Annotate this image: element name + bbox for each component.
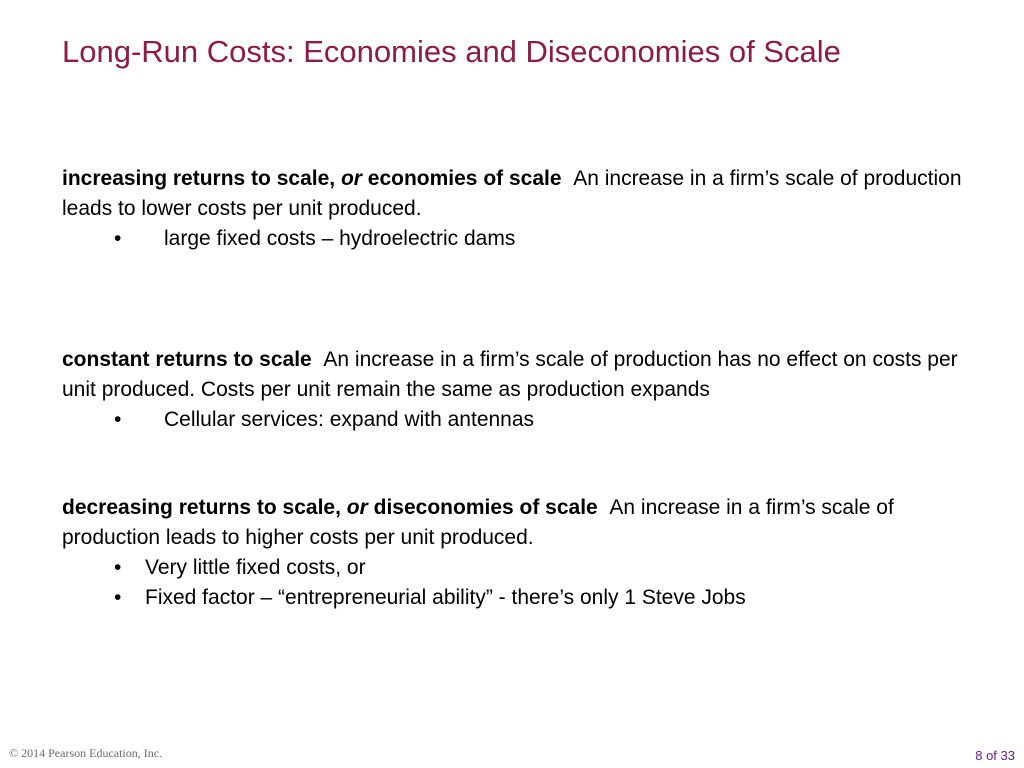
term-label: constant returns to scale (62, 348, 312, 371)
bullet-icon: • (114, 586, 122, 609)
bullet-list (62, 224, 962, 254)
list-item (62, 224, 962, 254)
section-decreasing-returns (62, 493, 962, 613)
list-item-text: Cellular services: expand with antennas (164, 408, 535, 431)
section-increasing-returns (62, 164, 962, 254)
term-label: decreasing returns to scale, (62, 496, 347, 519)
bullet-icon: • (114, 556, 122, 579)
definition-paragraph (62, 345, 962, 405)
list-item-text: large fixed costs – hydroelectric dams (164, 227, 516, 250)
term-or: or (340, 167, 362, 190)
bullet-icon: • (114, 408, 122, 431)
copyright-notice: © 2014 Pearson Education, Inc. (9, 746, 163, 760)
term-label: increasing returns to scale, (62, 167, 341, 190)
bullet-icon: • (114, 227, 122, 250)
definition-text: An increase in a firm’s scale of production leads to higher costs per unit produced. (62, 496, 894, 549)
list-item-text: Fixed factor – “entrepreneurial ability” - there’s only 1 Steve Jobs (145, 586, 746, 609)
list-item (62, 553, 962, 583)
slide-title: Long-Run Costs: Economies and Diseconomies of Scale (62, 34, 841, 69)
bullet-list (62, 553, 962, 613)
list-item-text: Very little fixed costs, or (145, 556, 366, 579)
definition-paragraph (62, 493, 962, 553)
definition-paragraph (62, 164, 962, 224)
definition-text: An increase in a firm’s scale of production has no effect on costs per unit produced. Costs per unit remain the same as production expands (62, 348, 958, 401)
term-label: economies of scale (361, 167, 562, 190)
list-item (62, 405, 962, 435)
definition-text: An increase in a firm’s scale of production leads to lower costs per unit produced. (62, 167, 962, 220)
list-item (62, 583, 962, 613)
bullet-list (62, 405, 962, 435)
section-constant-returns (62, 345, 962, 435)
page-number: 8 of 33 (975, 748, 1015, 763)
term-or: or (346, 496, 368, 519)
term-label: diseconomies of scale (367, 496, 598, 519)
